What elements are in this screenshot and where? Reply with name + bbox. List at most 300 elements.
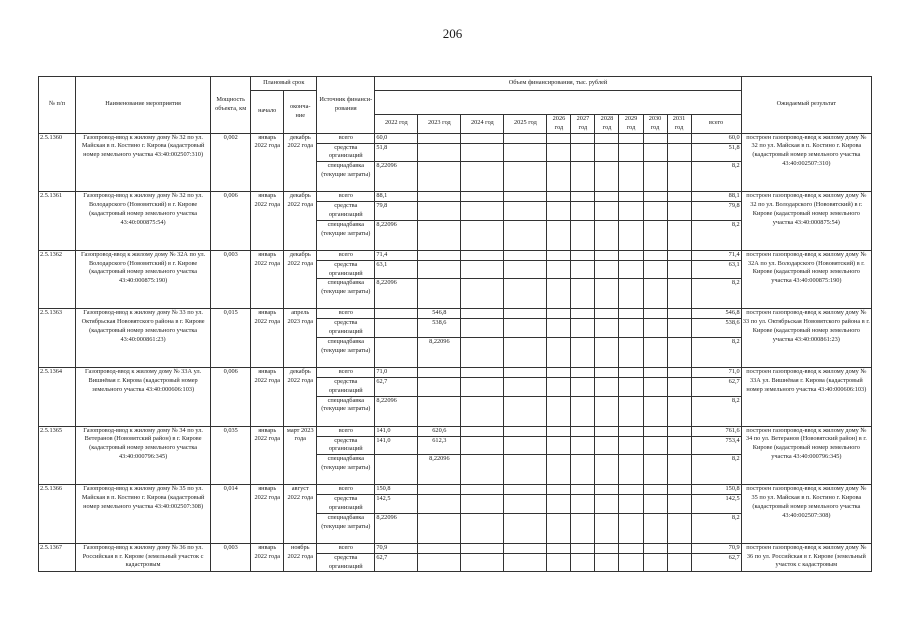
year-value — [504, 455, 547, 485]
year-value — [418, 133, 461, 143]
funding-source: спецнадбавка (текущие затраты) — [317, 513, 375, 543]
year-value: 612,3 — [418, 436, 461, 455]
year-value — [619, 192, 643, 202]
year-value — [571, 513, 595, 543]
year-value — [667, 426, 691, 436]
year-value — [461, 279, 504, 309]
expected-result: построен газопровод-ввод к жилому дому № 34 по ул. Ветеранов (Нововятский район) в г. Кирове (кадастровый номер земельного участка 43:40:000796:345) — [741, 426, 871, 485]
capacity-value: 0,015 — [211, 309, 251, 368]
header-year: 2030 год — [643, 115, 667, 134]
row-number: 2.5.1360 — [39, 133, 76, 192]
year-value — [667, 162, 691, 192]
funding-source: спецнадбавка (текущие затраты) — [317, 220, 375, 250]
year-value — [667, 220, 691, 250]
year-value: 51,8 — [375, 143, 418, 162]
year-value — [418, 367, 461, 377]
total-value: 538,6 — [691, 319, 741, 338]
year-value — [461, 455, 504, 485]
year-value — [619, 202, 643, 221]
year-value: 79,8 — [375, 202, 418, 221]
start-date: январь 2022 года — [251, 192, 284, 251]
year-value — [504, 543, 547, 553]
year-value — [667, 377, 691, 396]
year-value — [504, 337, 547, 367]
year-value — [571, 543, 595, 553]
year-value — [571, 553, 595, 572]
header-name: Наименование мероприятия — [76, 77, 211, 134]
total-value: 62,7 — [691, 553, 741, 572]
total-value: 71,4 — [691, 250, 741, 260]
start-date: январь 2022 года — [251, 543, 284, 572]
year-value — [547, 495, 571, 514]
total-value: 546,8 — [691, 309, 741, 319]
measure-name: Газопровод-ввод к жилому дому № 32 по ул. Майская в п. Костино г. Кирова (кадастровый номер земельного участка 43:40:002507:310) — [76, 133, 211, 192]
year-value: 142,5 — [375, 495, 418, 514]
total-value: 8,2 — [691, 279, 741, 309]
year-value — [504, 202, 547, 221]
capacity-value: 0,003 — [211, 250, 251, 309]
year-value — [619, 426, 643, 436]
year-value — [619, 396, 643, 426]
measure-name: Газопровод-ввод к жилому дому № 36 по ул. Российская в г. Кирове (земельный участок с кадастровым — [76, 543, 211, 572]
year-value — [667, 250, 691, 260]
table-row — [39, 367, 872, 377]
year-value — [571, 133, 595, 143]
year-value — [375, 337, 418, 367]
expected-result: построен газопровод-ввод к жилому дому № 33 по ул. Октябрьская Нововятского района в г. Кирове (кадастровый номер земельного участка 43:40:000861:23) — [741, 309, 871, 368]
year-value: 8,22096 — [418, 337, 461, 367]
year-value — [619, 495, 643, 514]
year-value — [619, 250, 643, 260]
year-value — [667, 455, 691, 485]
header-result: Ожидаемый результат — [741, 77, 871, 134]
year-value — [619, 162, 643, 192]
end-date: март 2023 года — [284, 426, 317, 485]
capacity-value: 0,006 — [211, 192, 251, 251]
year-value — [547, 279, 571, 309]
year-value — [375, 455, 418, 485]
row-number: 2.5.1367 — [39, 543, 76, 572]
funding-source: средства организаций — [317, 319, 375, 338]
year-value: 8,22096 — [418, 455, 461, 485]
year-value — [461, 202, 504, 221]
year-value — [667, 495, 691, 514]
year-value: 70,9 — [375, 543, 418, 553]
header-year: 2024 год — [461, 115, 504, 134]
year-value — [547, 426, 571, 436]
row-number: 2.5.1361 — [39, 192, 76, 251]
start-date: январь 2022 года — [251, 426, 284, 485]
year-value — [504, 279, 547, 309]
year-value — [643, 162, 667, 192]
funding-source: всего — [317, 250, 375, 260]
year-value: 8,22096 — [375, 396, 418, 426]
year-value — [504, 495, 547, 514]
year-value — [461, 192, 504, 202]
year-value — [504, 319, 547, 338]
year-value — [667, 319, 691, 338]
expected-result: построен газопровод-ввод к жилому дому № 33А ул. Вишнёвая г. Кирова (кадастровый номер земельного участка 43:40:000606:103) — [741, 367, 871, 426]
funding-source: средства организаций — [317, 553, 375, 572]
year-value — [571, 250, 595, 260]
year-value — [595, 436, 619, 455]
header-end: оконча- ние — [284, 91, 317, 134]
year-value — [418, 495, 461, 514]
end-date: декабрь 2022 года — [284, 192, 317, 251]
year-value — [619, 367, 643, 377]
year-value — [461, 426, 504, 436]
year-value — [504, 133, 547, 143]
year-value — [504, 309, 547, 319]
year-value — [504, 367, 547, 377]
year-value: 60,0 — [375, 133, 418, 143]
year-value — [418, 143, 461, 162]
year-value: 62,7 — [375, 377, 418, 396]
funding-source: средства организаций — [317, 377, 375, 396]
year-value — [595, 485, 619, 495]
year-value — [643, 337, 667, 367]
year-value — [667, 396, 691, 426]
year-value — [418, 192, 461, 202]
capacity-value: 0,002 — [211, 133, 251, 192]
year-value — [547, 396, 571, 426]
year-value — [571, 436, 595, 455]
year-value — [504, 250, 547, 260]
year-value — [504, 396, 547, 426]
start-date: январь 2022 года — [251, 250, 284, 309]
year-value — [504, 436, 547, 455]
year-value — [547, 162, 571, 192]
header-year: 2031 год — [667, 115, 691, 134]
table-row — [39, 250, 872, 260]
header-year: 2026 год — [547, 115, 571, 134]
year-value — [504, 143, 547, 162]
year-value — [504, 485, 547, 495]
header-num: № п/п — [39, 77, 76, 134]
year-value — [571, 309, 595, 319]
capacity-value: 0,006 — [211, 367, 251, 426]
funding-source: всего — [317, 426, 375, 436]
measure-name: Газопровод-ввод к жилому дому № 32А по ул. Володарского (Нововятский) в г. Кирове (кадастровый номер земельного участка 43:40:000875:190) — [76, 250, 211, 309]
year-value — [504, 192, 547, 202]
year-value — [418, 513, 461, 543]
row-number: 2.5.1362 — [39, 250, 76, 309]
year-value — [461, 220, 504, 250]
year-value — [595, 319, 619, 338]
year-value — [595, 495, 619, 514]
total-value: 79,8 — [691, 202, 741, 221]
year-value — [619, 485, 643, 495]
year-value — [595, 513, 619, 543]
year-value: 71,0 — [375, 367, 418, 377]
year-value: 8,22096 — [375, 513, 418, 543]
year-value — [667, 436, 691, 455]
table-row — [39, 426, 872, 436]
year-value — [619, 436, 643, 455]
year-value — [595, 377, 619, 396]
year-value — [571, 485, 595, 495]
year-value: 538,6 — [418, 319, 461, 338]
year-value — [504, 220, 547, 250]
year-value — [643, 553, 667, 572]
year-value — [643, 143, 667, 162]
year-value — [643, 250, 667, 260]
year-value — [547, 543, 571, 553]
total-value: 761,6 — [691, 426, 741, 436]
header-year: 2025 год — [504, 115, 547, 134]
year-value — [571, 367, 595, 377]
year-value — [571, 192, 595, 202]
year-value — [667, 143, 691, 162]
header-year: 2028 год — [595, 115, 619, 134]
year-value — [667, 309, 691, 319]
expected-result: построен газопровод-ввод к жилому дому № 35 по ул. Майская в п. Костино г. Кирова (кадастровый номер земельного участка 43:40:002507:308) — [741, 485, 871, 544]
year-value: 620,6 — [418, 426, 461, 436]
year-value — [619, 377, 643, 396]
year-value: 141,0 — [375, 436, 418, 455]
total-value: 150,8 — [691, 485, 741, 495]
year-value — [418, 202, 461, 221]
page-number: 206 — [442, 26, 463, 41]
year-value — [461, 553, 504, 572]
year-value — [571, 396, 595, 426]
year-value — [595, 455, 619, 485]
year-value — [418, 485, 461, 495]
year-value — [667, 367, 691, 377]
funding-table — [38, 76, 872, 572]
row-number: 2.5.1363 — [39, 309, 76, 368]
year-value — [667, 485, 691, 495]
end-date: декабрь 2022 года — [284, 367, 317, 426]
year-value — [418, 377, 461, 396]
end-date: декабрь 2022 года — [284, 250, 317, 309]
header-capacity: Мощность объекта, км — [211, 77, 251, 134]
year-value — [595, 143, 619, 162]
year-value: 62,7 — [375, 553, 418, 572]
header-source: Источник финанси- рования — [317, 77, 375, 134]
year-value — [667, 133, 691, 143]
year-value — [504, 162, 547, 192]
year-value — [667, 543, 691, 553]
year-value — [461, 337, 504, 367]
year-value — [667, 553, 691, 572]
table-row — [39, 543, 872, 553]
year-value: 8,22096 — [375, 220, 418, 250]
year-value — [504, 260, 547, 279]
total-value: 753,4 — [691, 436, 741, 455]
year-value — [643, 436, 667, 455]
year-value — [418, 220, 461, 250]
funding-source: всего — [317, 367, 375, 377]
funding-source: всего — [317, 485, 375, 495]
year-value — [619, 143, 643, 162]
year-value — [461, 309, 504, 319]
year-value — [571, 337, 595, 367]
year-value — [643, 426, 667, 436]
year-value — [595, 309, 619, 319]
year-value — [667, 279, 691, 309]
year-value — [571, 426, 595, 436]
year-value — [418, 543, 461, 553]
header-year: 2029 год — [619, 115, 643, 134]
funding-source: всего — [317, 543, 375, 553]
header-year: 2023 год — [418, 115, 461, 134]
year-value — [418, 162, 461, 192]
year-value — [619, 337, 643, 367]
table-row — [39, 192, 872, 202]
year-value — [571, 260, 595, 279]
year-value — [643, 192, 667, 202]
start-date: январь 2022 года — [251, 367, 284, 426]
measure-name: Газопровод-ввод к жилому дому № 34 по ул. Ветеранов (Нововятский район) в г. Кирове (кадастровый номер земельного участка 43:40:000796:345) — [76, 426, 211, 485]
year-value — [571, 143, 595, 162]
year-value — [643, 202, 667, 221]
expected-result: построен газопровод-ввод к жилому дому № 32 по ул. Володарского (Нововятский) в г. Кирове (кадастровый номер земельного участка 43:40:000875:54) — [741, 192, 871, 251]
year-value — [571, 495, 595, 514]
year-value — [595, 162, 619, 192]
total-value: 8,2 — [691, 337, 741, 367]
year-value — [643, 495, 667, 514]
measure-name: Газопровод-ввод к жилому дому № 32 по ул. Володарского (Нововятский) в г. Кирове (кадастровый номер земельного участка 43:40:000875:54) — [76, 192, 211, 251]
start-date: январь 2022 года — [251, 309, 284, 368]
measure-name: Газопровод-ввод к жилому дому № 33 по ул. Октябрьская Нововятского района в г. Кирове (кадастровый номер земельного участка 43:40:000861:23) — [76, 309, 211, 368]
funding-source: спецнадбавка (текущие затраты) — [317, 162, 375, 192]
year-value — [619, 279, 643, 309]
year-value — [547, 260, 571, 279]
year-value — [547, 250, 571, 260]
year-value — [461, 319, 504, 338]
year-value — [547, 309, 571, 319]
expected-result: построен газопровод-ввод к жилому дому № 32А по ул. Володарского (Нововятский) в г. Кирове (кадастровый номер земельного участка 43:40:000875:190) — [741, 250, 871, 309]
year-value — [461, 485, 504, 495]
funding-source: спецнадбавка (текущие затраты) — [317, 455, 375, 485]
year-value — [667, 260, 691, 279]
year-value — [571, 220, 595, 250]
funding-source: средства организаций — [317, 143, 375, 162]
header-period: Плановый срок — [251, 77, 317, 91]
year-value — [643, 220, 667, 250]
year-value — [461, 495, 504, 514]
year-value — [461, 543, 504, 553]
header-funding-spacer — [375, 91, 741, 115]
year-value: 71,4 — [375, 250, 418, 260]
year-value — [643, 377, 667, 396]
funding-source: средства организаций — [317, 202, 375, 221]
year-value — [619, 455, 643, 485]
year-value — [595, 260, 619, 279]
total-value: 142,5 — [691, 495, 741, 514]
funding-source: спецнадбавка (текущие затраты) — [317, 279, 375, 309]
end-date: декабрь 2022 года — [284, 133, 317, 192]
year-value — [595, 337, 619, 367]
year-value — [547, 377, 571, 396]
table-row — [39, 309, 872, 319]
year-value — [547, 220, 571, 250]
funding-source: спецнадбавка (текущие затраты) — [317, 337, 375, 367]
year-value — [619, 513, 643, 543]
year-value — [595, 133, 619, 143]
funding-source: всего — [317, 133, 375, 143]
year-value — [667, 513, 691, 543]
total-value: 60,0 — [691, 133, 741, 143]
total-value: 8,2 — [691, 220, 741, 250]
measure-name: Газопровод-ввод к жилому дому № 33А ул. Вишнёвая г. Кирова (кадастровый номер земельного участка 43:40:000606:103) — [76, 367, 211, 426]
year-value — [418, 553, 461, 572]
year-value — [643, 309, 667, 319]
year-value — [595, 367, 619, 377]
year-value — [571, 455, 595, 485]
end-date: август 2022 года — [284, 485, 317, 544]
year-value: 88,1 — [375, 192, 418, 202]
year-value — [667, 337, 691, 367]
year-value — [595, 220, 619, 250]
year-value — [547, 455, 571, 485]
row-number: 2.5.1364 — [39, 367, 76, 426]
start-date: январь 2022 года — [251, 133, 284, 192]
year-value — [547, 553, 571, 572]
year-value — [643, 543, 667, 553]
year-value — [643, 455, 667, 485]
year-value — [547, 337, 571, 367]
year-value — [667, 192, 691, 202]
total-value: 51,8 — [691, 143, 741, 162]
year-value — [461, 436, 504, 455]
table-row — [39, 133, 872, 143]
year-value — [595, 553, 619, 572]
total-value: 71,0 — [691, 367, 741, 377]
year-value: 63,1 — [375, 260, 418, 279]
year-value — [595, 279, 619, 309]
year-value — [643, 319, 667, 338]
total-value: 8,2 — [691, 396, 741, 426]
total-value: 8,2 — [691, 162, 741, 192]
total-value: 8,2 — [691, 513, 741, 543]
year-value — [461, 162, 504, 192]
year-value — [619, 553, 643, 572]
year-value — [461, 250, 504, 260]
year-value: 141,0 — [375, 426, 418, 436]
header-start: начало — [251, 91, 284, 134]
year-value — [461, 260, 504, 279]
year-value — [595, 543, 619, 553]
total-value: 88,1 — [691, 192, 741, 202]
total-value: 62,7 — [691, 377, 741, 396]
start-date: январь 2022 года — [251, 485, 284, 544]
total-value: 63,1 — [691, 260, 741, 279]
year-value — [461, 396, 504, 426]
capacity-value: 0,035 — [211, 426, 251, 485]
year-value — [375, 309, 418, 319]
year-value — [418, 396, 461, 426]
table-row — [39, 485, 872, 495]
year-value — [643, 367, 667, 377]
year-value — [619, 319, 643, 338]
expected-result: построен газопровод-ввод к жилому дому № 36 по ул. Российская в г. Кирове (земельный участок с кадастровым — [741, 543, 871, 572]
year-value — [547, 367, 571, 377]
funding-source: средства организаций — [317, 495, 375, 514]
year-value — [547, 192, 571, 202]
header-year: всего — [691, 115, 741, 134]
header-year: 2027 год — [571, 115, 595, 134]
year-value — [461, 513, 504, 543]
year-value — [571, 319, 595, 338]
year-value — [571, 279, 595, 309]
year-value — [547, 436, 571, 455]
end-date: ноябрь 2022 года — [284, 543, 317, 572]
header-year: 2022 год — [375, 115, 418, 134]
year-value — [595, 396, 619, 426]
year-value — [619, 309, 643, 319]
